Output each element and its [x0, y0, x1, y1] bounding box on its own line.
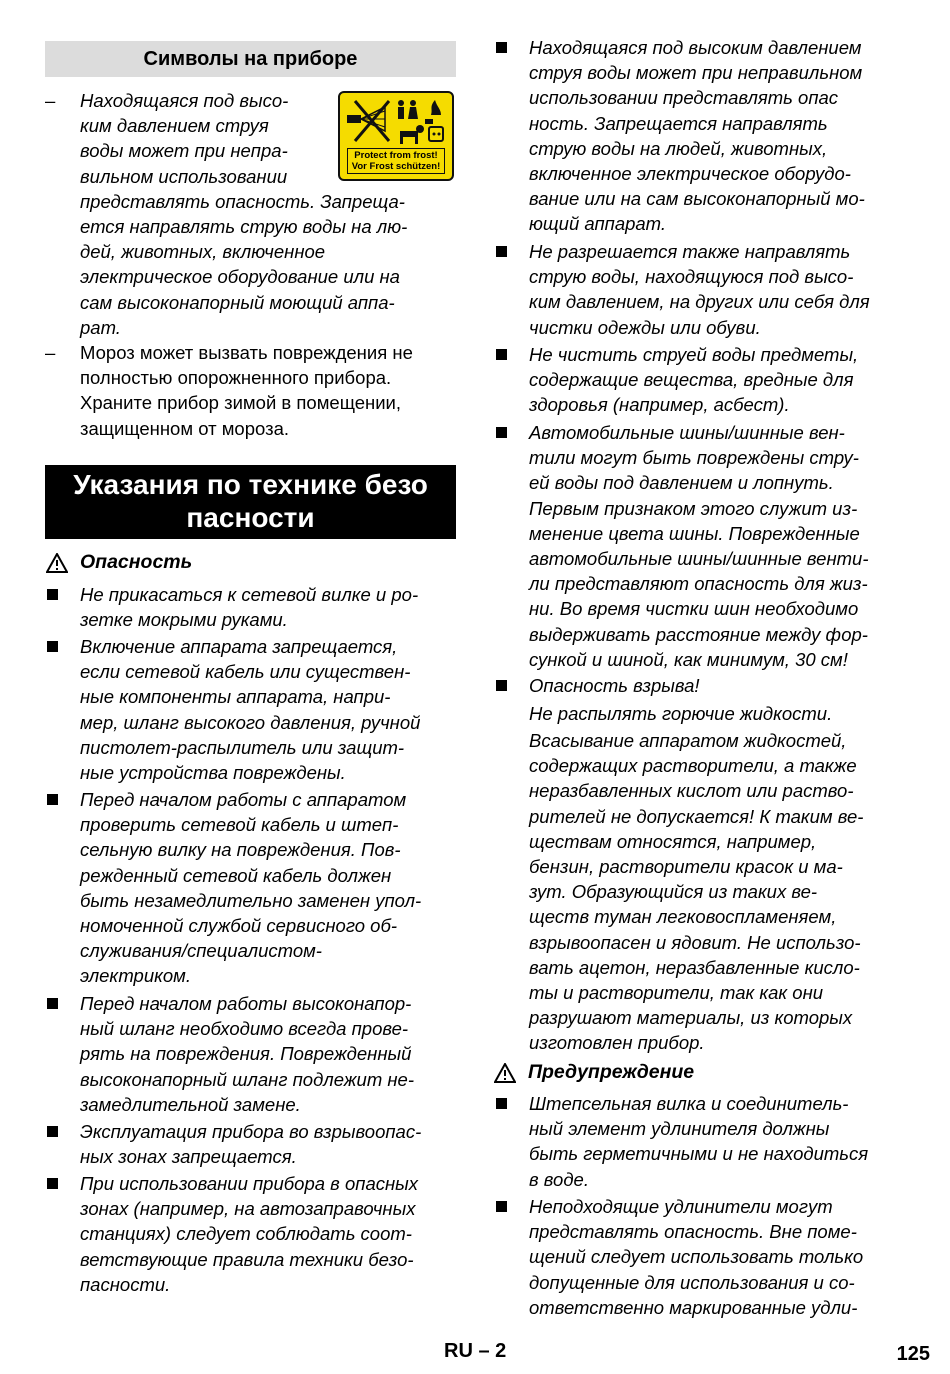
symbols-section-title: Символы на приборе: [45, 41, 456, 77]
danger-item-text: Не прикасаться к сетевой вилке и ро- зетке мокрыми руками.: [80, 584, 419, 631]
safety-item-text: Опасность взрыва!: [529, 675, 700, 696]
frost-label-de: Vor Frost schützen!: [351, 161, 441, 172]
danger-item-text: Включение аппарата запрещается, если сетевой кабель или существен- ные компоненты аппарата, напри- мер, шланг высокого давления, ручной пистолет-распылитель или защит- ные устройства повреждены.: [80, 636, 421, 784]
warning-item-text: Штепсельная вилка и соединитель- ный элемент удлинителя должны быть герметичными и не находиться в воде.: [529, 1093, 869, 1190]
symbol-item-text: Мороз может вызвать повреждения не полностью опорожненного прибора. Храните прибор зимой в помещении, защищенном от мороза.: [80, 342, 413, 439]
danger-item-text: Перед началом работы с аппаратом проверить сетевой кабель и штеп- сельную вилку на повреждения. Пов- режденный сетевой кабель должен быть незамедлительно заменен упол- номоченной службой сервисного об- служивания/специалистом- электриком.: [80, 789, 422, 987]
safety-item-text: Автомобильные шины/шинные вен- тили могут быть повреждены стру- ей воды под давлением и лопнуть. Первым признаком этого служит из- менение цвета шины. Поврежденные автомобильные шины/шинные венти- ли представляют опасность для жиз- ни. Во время чистки шин необходимо выдерживать расстояние между фор- сункой и шиной, как минимум, 30 см!: [529, 422, 869, 670]
safety-title-line1: Указания по технике безо: [73, 469, 428, 500]
frost-label-en: Protect from frost!: [354, 150, 438, 161]
safety-section-title: [45, 465, 456, 539]
danger-item-text: Перед началом работы высоконапор- ный шланг необходимо всегда прове- рять на повреждения. Поврежденный высоконапорный шланг подлежит не- замедлительной замене.: [80, 993, 415, 1115]
safety-item-text: Находящаяся под высоким давлением струя воды может при неправильном использовании представлять опас ность. Запрещается направлять струю воды на людей, животных, включенное электрическое оборудо- вание или на сам высоконапорный мо- ющий аппарат.: [529, 37, 865, 235]
explosion-paragraph-2: Всасывание аппаратом жидкостей, содержащих растворители, а также неразбавленных кислот или раство- рителей не допускается! К таким ве- ществам относятся, например, бензин, растворители красок и ма- зут. Образующийся из таких ве- ществ туман легковоспламеняем, взрывоопасен и ядовит. Не использо- вать ацетон, неразбавленные кисло- ты и растворители, так как они разрушают материалы, из которых изготовлен прибор.: [529, 730, 864, 1054]
warning-heading-text: Предупреждение: [528, 1061, 695, 1083]
explosion-paragraph-1: Не распылять горючие жидкости.: [529, 703, 833, 724]
safety-item-text: Не чистить струей воды предметы, содержащие вещества, вредные для здоровья (например, асбест).: [529, 344, 859, 416]
symbol-item-text: Находящаяся под высо- ким давлением струя воды может при непра- вильном использовании представлять опасность. Запреща- ется направлять струю воды на лю- дей, животных, включенное электрическое оборудование или на сам высоконапорный моющий аппа- рат.: [80, 90, 408, 338]
warning-triangle-icon: [46, 553, 68, 573]
page-label: RU – 2: [444, 1340, 507, 1362]
safety-title-line2: пасности: [186, 502, 315, 533]
danger-heading-text: Опасность: [80, 551, 193, 573]
warning-triangle-icon: [494, 1063, 516, 1083]
danger-item-text: При использовании прибора в опасных зонах (например, на автозаправочных станциях) следует соблюдать соот- ветствующие правила техники безо- пасности.: [80, 1173, 419, 1295]
warning-item-text: Неподходящие удлинители могут представлять опасность. Вне поме- щений следует использовать только допущенные для использования и со- ответственно маркированные удли-: [529, 1196, 864, 1318]
danger-item-text: Эксплуатация прибора во взрывоопас- ных зонах запрещается.: [80, 1121, 422, 1168]
page-number: 125: [896, 1343, 930, 1365]
safety-item-text: Не разрешается также направлять струю воды, находящуюся под высо- ким давлением, на других или себя для чистки одежды или обуви.: [529, 241, 870, 338]
